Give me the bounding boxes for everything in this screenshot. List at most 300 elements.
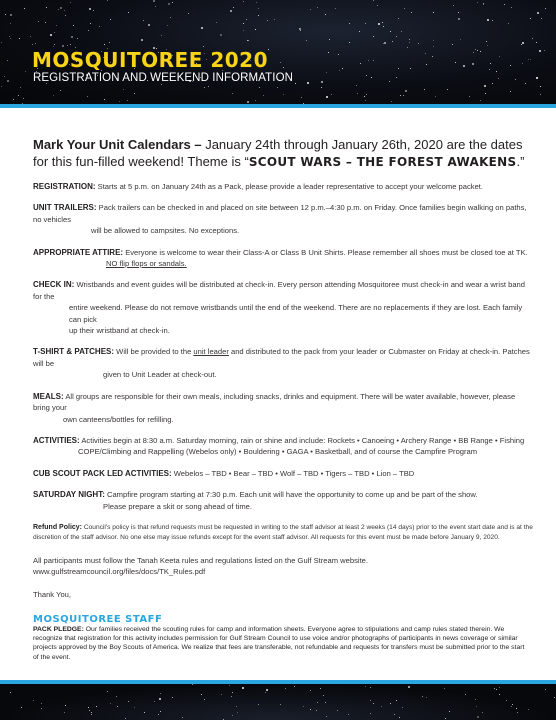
star — [104, 99, 105, 100]
star — [230, 10, 232, 12]
star — [512, 704, 513, 705]
star — [326, 716, 327, 717]
star — [248, 40, 249, 41]
star — [528, 709, 529, 710]
star — [510, 65, 511, 66]
tshirt-text-post: and distributed to the pack from your leader or Cubmaster on Friday at check-in. Patches will be — [33, 347, 530, 368]
star — [71, 36, 73, 38]
thank-you: Thank You, — [33, 589, 72, 599]
star — [366, 94, 367, 95]
star — [530, 59, 531, 60]
star — [544, 50, 545, 51]
star — [159, 698, 161, 700]
pledge-text: Our families received the scouting rules for camp and information sheets. Everyone agree to stipulations and camp rules stated therein. We recognize that registration for this activity includes permission for Gulf Stream Council to use voice and/or photographs of participants in news coverage or similar projects approved by the Boy Scouts of America. We realize that fees are transferable, not refundable and requests for transfers must be submitted prior to the start of the event. — [33, 626, 525, 661]
star — [41, 703, 42, 704]
star — [255, 29, 256, 30]
star — [480, 100, 481, 101]
star — [426, 697, 427, 698]
star — [517, 712, 518, 713]
trailers-text: Pack trailers can be checked in and placed on site between 12 p.m.–4:30 p.m. on Friday. Once families begin walking on paths, no vehicles — [33, 203, 527, 224]
unit-leader-text: unit leader — [193, 347, 229, 357]
star — [89, 8, 91, 10]
star — [498, 78, 499, 79]
star — [447, 89, 448, 90]
star — [117, 706, 118, 707]
star — [258, 8, 259, 9]
star — [325, 702, 326, 703]
attire-item — [33, 247, 533, 270]
star — [458, 12, 459, 13]
star — [172, 697, 173, 698]
star — [104, 44, 105, 45]
star — [373, 0, 374, 1]
star — [317, 7, 318, 8]
registration-label: REGISTRATION: — [33, 182, 96, 191]
star — [188, 13, 189, 14]
star — [256, 2, 257, 3]
star — [475, 49, 476, 50]
star — [247, 101, 249, 103]
star — [490, 63, 491, 64]
star — [373, 703, 374, 704]
pack-pledge — [33, 625, 528, 662]
checkin-text-cont2: up their wristband at check-in. — [69, 326, 170, 336]
star — [521, 44, 522, 45]
star — [88, 30, 89, 31]
star — [499, 56, 500, 57]
star — [242, 687, 244, 689]
trailers-item — [33, 202, 533, 236]
star — [277, 87, 278, 88]
star — [128, 12, 129, 13]
star — [378, 23, 380, 25]
star — [60, 90, 61, 91]
star — [295, 83, 296, 84]
star — [167, 25, 168, 26]
star — [255, 100, 256, 101]
star — [229, 685, 230, 686]
star — [4, 76, 5, 77]
star — [384, 42, 386, 44]
star — [475, 699, 476, 700]
star — [216, 22, 217, 23]
star — [516, 708, 517, 709]
star — [236, 706, 237, 707]
star — [161, 35, 162, 36]
star — [383, 26, 384, 27]
star — [232, 715, 233, 716]
star — [91, 714, 92, 715]
star — [155, 6, 156, 7]
star — [396, 77, 397, 78]
star — [390, 31, 391, 32]
star — [306, 40, 307, 41]
registration-item — [33, 181, 533, 192]
star — [326, 96, 328, 98]
star — [128, 701, 129, 702]
star — [389, 81, 390, 82]
star — [127, 100, 128, 101]
star — [356, 85, 357, 86]
star — [357, 93, 358, 94]
star — [141, 39, 143, 41]
star — [383, 43, 384, 44]
star — [56, 25, 57, 26]
star — [532, 38, 533, 39]
star — [20, 87, 21, 88]
star — [435, 96, 436, 97]
document-body — [33, 136, 533, 625]
star — [110, 703, 111, 704]
star — [381, 706, 382, 707]
star — [116, 696, 117, 697]
star — [399, 717, 400, 718]
star — [41, 708, 42, 709]
star — [10, 23, 11, 24]
star — [326, 72, 327, 73]
star — [370, 713, 371, 714]
intro-lead: Mark Your Unit Calendars – — [33, 137, 202, 152]
starfield-footer — [0, 684, 556, 720]
star — [426, 64, 427, 65]
star — [339, 70, 340, 71]
event-subtitle: REGISTRATION AND WEEKEND INFORMATION — [33, 72, 294, 84]
star — [539, 50, 541, 52]
star — [398, 68, 399, 69]
star — [370, 687, 371, 688]
star — [408, 686, 410, 688]
star — [396, 700, 397, 701]
pledge-label: PACK PLEDGE: — [33, 626, 84, 633]
star — [285, 688, 286, 689]
star — [316, 710, 317, 711]
star — [469, 96, 470, 97]
meals-text: All groups are responsible for their own meals, including snacks, drinks and equipment. There will be water available, however, please bring your — [33, 391, 516, 413]
attire-text-cont: NO flip flops or sandals. — [106, 259, 187, 269]
star — [107, 0, 108, 1]
star — [458, 18, 460, 20]
star — [496, 71, 497, 72]
star — [5, 14, 6, 15]
activities-label: ACTIVITIES: — [33, 435, 80, 445]
star — [373, 60, 374, 61]
star — [328, 52, 329, 53]
star — [77, 38, 78, 39]
star — [320, 688, 321, 689]
star — [409, 42, 410, 43]
star — [203, 46, 204, 47]
star — [506, 700, 507, 701]
star — [301, 97, 302, 98]
star — [109, 42, 110, 43]
star — [472, 63, 474, 65]
header-divider — [0, 104, 556, 108]
star — [283, 94, 284, 95]
star — [536, 42, 537, 43]
star — [10, 14, 12, 16]
star — [30, 36, 31, 37]
refund-policy — [33, 523, 533, 543]
star — [410, 68, 411, 69]
star — [337, 710, 338, 711]
star — [58, 9, 59, 10]
star — [366, 75, 367, 76]
star — [45, 22, 46, 23]
star — [477, 50, 478, 51]
saturday-text-cont: Please prepare a skit or song ahead of time. — [103, 501, 253, 511]
star — [494, 688, 495, 689]
star — [511, 706, 512, 707]
star — [99, 26, 100, 27]
star — [91, 712, 92, 713]
star — [233, 7, 234, 8]
star — [510, 91, 511, 92]
star — [364, 96, 365, 97]
star — [10, 38, 11, 39]
star — [433, 46, 434, 47]
star — [525, 83, 526, 84]
intro-paragraph — [33, 136, 533, 171]
star — [485, 93, 486, 94]
star — [143, 20, 144, 21]
star — [7, 60, 8, 61]
star — [119, 101, 120, 102]
star — [373, 36, 374, 37]
star — [54, 44, 55, 45]
star — [243, 1, 244, 2]
star — [483, 4, 484, 5]
tshirt-text-cont: given to Unit Leader at check-out. — [103, 370, 217, 380]
star — [64, 712, 65, 713]
star — [160, 711, 161, 712]
star — [463, 65, 465, 67]
star — [452, 44, 453, 45]
star — [321, 87, 322, 88]
star — [7, 80, 9, 82]
star — [170, 17, 171, 18]
star — [477, 2, 478, 3]
star — [554, 697, 555, 698]
star — [13, 99, 14, 100]
star — [403, 95, 404, 96]
star — [331, 94, 332, 95]
star — [522, 42, 524, 44]
star — [335, 8, 336, 9]
star — [390, 703, 391, 704]
star — [522, 63, 523, 64]
star — [541, 18, 542, 19]
star — [50, 34, 52, 36]
cubscout-item — [33, 468, 533, 479]
star — [265, 692, 266, 693]
star — [401, 31, 402, 32]
star — [53, 46, 54, 47]
star — [349, 23, 350, 24]
star — [449, 711, 450, 712]
star — [24, 8, 25, 9]
refund-label: Refund Policy: — [33, 523, 83, 531]
star — [201, 694, 202, 695]
star — [266, 689, 268, 691]
star — [154, 701, 155, 702]
star — [310, 9, 311, 10]
star — [204, 699, 205, 700]
star — [90, 23, 91, 24]
star — [46, 7, 47, 8]
star — [201, 27, 203, 29]
star — [465, 694, 466, 695]
star — [411, 12, 412, 13]
star — [19, 38, 20, 39]
star — [445, 718, 446, 719]
star — [53, 95, 54, 96]
star — [65, 705, 66, 706]
star — [232, 93, 233, 94]
star — [268, 49, 269, 50]
star — [65, 15, 66, 16]
star — [123, 89, 124, 90]
star — [483, 3, 484, 4]
attire-text: Everyone is welcome to wear their Class-A or Class B Unit Shirts. Please remember all shoes must be closed toe at TK. — [123, 247, 528, 257]
star — [258, 704, 259, 705]
star — [35, 43, 36, 44]
star — [460, 39, 461, 40]
star — [232, 692, 233, 693]
intro-end: .” — [516, 154, 525, 169]
star — [110, 19, 111, 20]
star — [62, 45, 64, 47]
starfield-header — [0, 0, 556, 104]
star — [398, 18, 399, 19]
star — [396, 36, 397, 37]
star — [349, 42, 350, 43]
star — [477, 716, 479, 718]
star — [23, 98, 24, 99]
theme-name: SCOUT WARS – THE FOREST AWAKENS — [248, 155, 517, 169]
star — [25, 71, 26, 72]
star — [511, 7, 512, 8]
star — [484, 85, 486, 87]
star — [545, 8, 546, 9]
star — [418, 43, 419, 44]
star — [263, 95, 264, 96]
star — [402, 707, 403, 708]
saturday-item — [33, 489, 533, 512]
star — [87, 96, 88, 97]
star — [433, 12, 434, 13]
star — [487, 19, 489, 21]
staff-signature: MOSQUITOREE STAFF — [33, 613, 163, 625]
attire-label: APPROPRIATE ATTIRE: — [33, 247, 124, 257]
star — [38, 21, 39, 22]
star — [487, 45, 488, 46]
saturday-text: Campfire program starting at 7:30 p.m. Each unit will have the opportunity to come up and be part of the show. — [104, 490, 478, 500]
checkin-label: CHECK IN: — [33, 280, 75, 290]
star — [134, 707, 135, 708]
tshirt-label: T-SHIRT & PATCHES: — [33, 347, 115, 357]
star — [476, 706, 477, 707]
star — [377, 5, 378, 6]
star — [392, 41, 393, 42]
star — [60, 7, 62, 9]
registration-text: Starts at 5 p.m. on January 24th as a Pack, please provide a leader representative to accept your welcome packet. — [95, 182, 484, 191]
trailers-text-cont: will be allowed to campsites. No exceptions. — [91, 226, 240, 236]
star — [73, 25, 74, 26]
star — [280, 704, 281, 705]
star — [204, 87, 205, 88]
star — [537, 77, 538, 78]
star — [299, 28, 301, 30]
star — [274, 19, 275, 20]
star — [400, 95, 401, 96]
star — [93, 10, 94, 11]
star — [246, 19, 247, 20]
star — [70, 2, 71, 3]
event-title: MOSQUITOREE 2020 — [32, 48, 268, 72]
intro-text: January 24th through January 26th, 2020 are the dates for this fun-filled weekend! Theme is “ — [33, 137, 523, 169]
rules-notice: All participants must follow the Tanah Keeta rules and regulations listed on the Gulf Stream website. www.gulfstreamcouncil.org/files/docs/TK_Rules.pdf — [33, 555, 369, 576]
checkin-text: Wristbands and event guides will be distributed at check-in. Every person attending Mosquitoree must check-in and wear a wrist band for the — [33, 280, 526, 301]
star — [545, 689, 546, 690]
star — [280, 62, 281, 63]
star — [160, 693, 161, 694]
meals-item — [33, 391, 533, 425]
star — [243, 23, 244, 24]
star — [21, 707, 22, 708]
star — [492, 83, 493, 84]
star — [267, 20, 268, 21]
saturday-label: SATURDAY NIGHT: — [33, 490, 105, 500]
star — [317, 702, 318, 703]
refund-text: Council's policy is that refund requests must be requested in writing to the staff advisor at least 2 weeks (14 days) prior to the event start date and is at the discretion of the staff advisor. No one else may issue refunds except for the event staff advisor. All requests for this event must be made before January 9, 2020. — [33, 523, 533, 541]
star — [540, 94, 541, 95]
star — [365, 686, 366, 687]
star — [1, 86, 2, 87]
star — [473, 52, 474, 53]
star — [455, 62, 456, 63]
star — [144, 712, 145, 713]
star — [409, 39, 410, 40]
star — [300, 30, 301, 31]
star — [537, 12, 539, 14]
star — [360, 63, 361, 64]
star — [425, 53, 426, 54]
star — [338, 54, 339, 55]
star — [492, 20, 493, 21]
star — [10, 692, 11, 693]
star — [394, 714, 395, 715]
star — [33, 700, 34, 701]
tshirt-item — [33, 346, 533, 380]
star — [371, 77, 372, 78]
star — [370, 700, 371, 701]
checkin-item — [33, 279, 533, 336]
star — [321, 81, 323, 83]
star — [359, 31, 360, 32]
star — [70, 44, 71, 45]
starfield-decoration — [0, 684, 556, 720]
star — [499, 687, 500, 688]
star — [480, 51, 481, 52]
star — [348, 714, 349, 715]
meals-text-cont: own canteens/bottles for refilling. — [63, 414, 174, 424]
star — [422, 696, 423, 697]
activities-text: Activities begin at 8:30 a.m. Saturday morning, rain or shine and include: Rockets • Canoeing • Archery Range • BB Range • Fishing — [79, 435, 525, 445]
star — [499, 694, 500, 695]
star — [1, 42, 2, 43]
star — [453, 5, 454, 6]
star — [528, 59, 529, 60]
